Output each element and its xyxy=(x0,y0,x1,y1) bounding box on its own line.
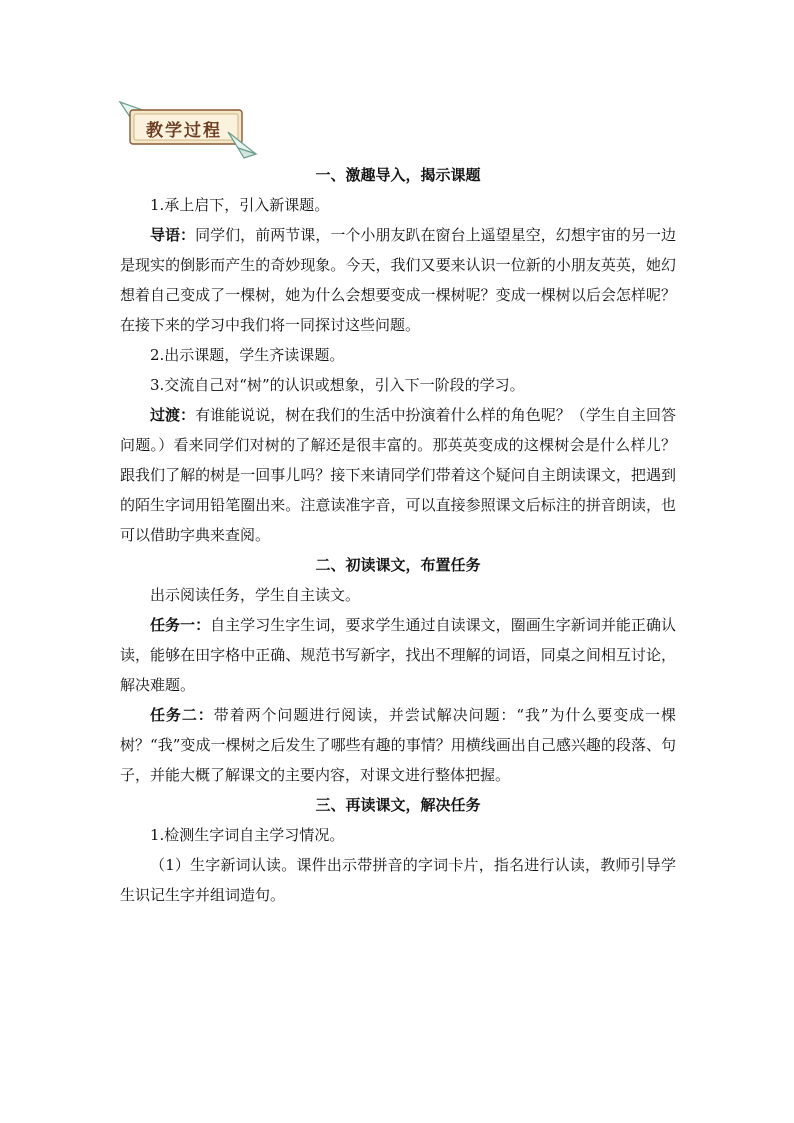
lead-label: 过渡： xyxy=(150,406,196,424)
lesson-content xyxy=(120,160,676,910)
lead-label: 任务二： xyxy=(150,706,214,724)
paragraph-6: 出示阅读任务，学生自主读文。 xyxy=(150,586,361,604)
paragraph-9: 1.检测生字词自主学习情况。 xyxy=(150,826,345,844)
section-heading-3: 三、再读课文，解决任务 xyxy=(315,796,481,814)
lead-label: 任务一： xyxy=(150,616,211,634)
lead-label: 导语： xyxy=(150,226,196,244)
paragraph-10: （1）生字新词认读。课件出示带拼音的字词卡片，指名进行认读，教师引导学生识记生字并组词造句。 xyxy=(120,856,676,904)
banner-title: 教学过程 xyxy=(146,121,222,141)
section-heading-2: 二、初读课文，布置任务 xyxy=(315,556,481,574)
section-banner xyxy=(118,98,258,160)
paragraph-1: 1.承上启下，引入新课题。 xyxy=(150,196,330,214)
paragraph-2: 导语：同学们，前两节课，一个小朋友趴在窗台上遥望星空，幻想宇宙的另一边是现实的倒影而产生的奇妙现象。今天，我们又要来认识一位新的小朋友英英，她幻想着自己变成了一棵树，她为什么会想要变成一棵树呢？变成一棵树以后会怎样呢？在接下来的学习中我们将一同探讨这些问题。 xyxy=(120,226,676,334)
paragraph-4: 3.交流自己对“树”的认识或想象，引入下一阶段的学习。 xyxy=(150,376,525,394)
paragraph-8: 任务二：带着两个问题进行阅读，并尝试解决问题：“我”为什么要变成一棵树？“我”变成一棵树之后发生了哪些有趣的事情？用横线画出自己感兴趣的段落、句子，并能大概了解课文的主要内容，对课文进行整体把握。 xyxy=(120,706,676,784)
paragraph-7: 任务一：自主学习生字生词，要求学生通过自读课文，圈画生字新词并能正确认读，能够在田字格中正确、规范书写新字，找出不理解的词语，同桌之间相互讨论，解决难题。 xyxy=(120,616,676,694)
paragraph-3: 2.出示课题，学生齐读课题。 xyxy=(150,346,345,364)
section-heading-1: 一、激趣导入，揭示课题 xyxy=(315,166,481,184)
paragraph-5: 过渡：有谁能说说，树在我们的生活中扮演着什么样的角色呢？（学生自主回答问题。）看来同学们对树的了解还是很丰富的。那英英变成的这棵树会是什么样儿？跟我们了解的树是一回事儿吗？接下来请同学们带着这个疑问自主朗读课文，把遇到的陌生字词用铅笔圈出来。注意读准字音，可以直接参照课文后标注的拼音朗读，也可以借助字典来查阅。 xyxy=(120,406,676,544)
